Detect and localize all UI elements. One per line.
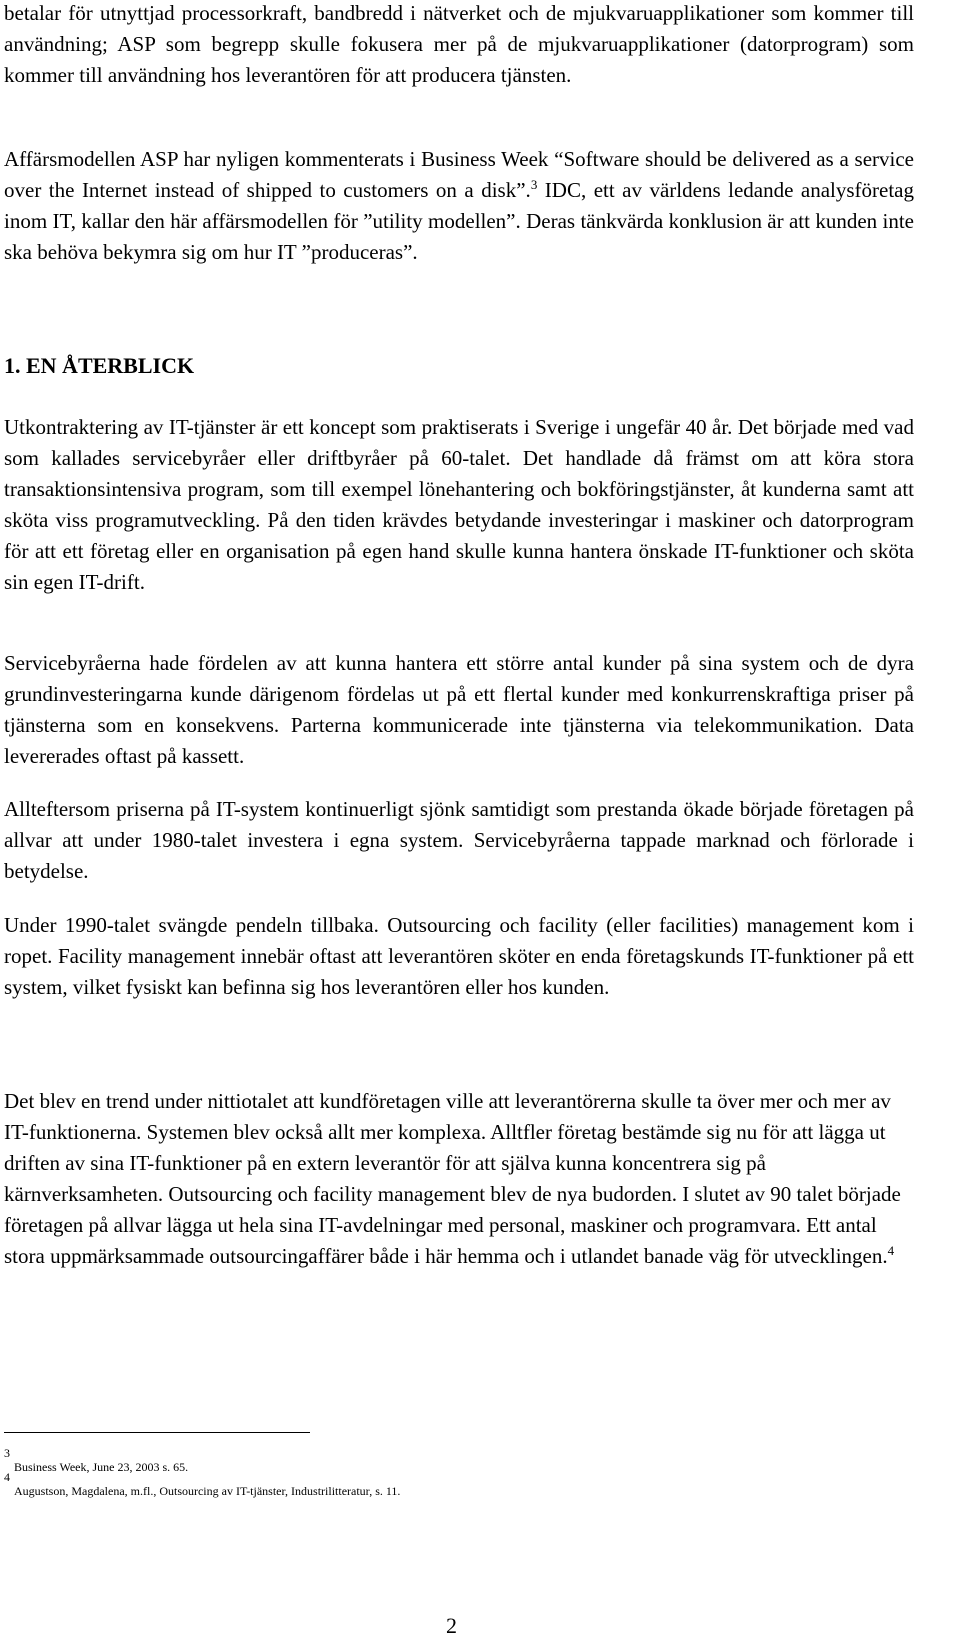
paragraph-trend [4,1086,914,1272]
footnote-reference-3[interactable]: 3 [530,177,538,192]
footnote-text: Business Week, June 23, 2003 s. 65. [14,1460,189,1474]
page-number: 2 [446,1613,457,1638]
footnote-text: Augustson, Magdalena, m.fl., Outsourcing av IT-tjänster, Industrilitteratur, s. 11. [14,1484,401,1498]
paragraph-1990s [4,910,914,1003]
footnote-number: 3 [4,1446,10,1460]
paragraph-text: betalar för utnyttjad processorkraft, bandbredd i nätverket och de mjukvaruapplikationer som kommer till användning; ASP som begrepp skulle fokusera mer på de mjukvaruapplikationer (datorprogram) som kommer till användning hos leverantören för att producera tjänsten. [4,1,914,87]
paragraph-text: Det blev en trend under nittiotalet att kundföretagen ville att leverantörerna skulle ta över mer och mer av IT-funktionerna. Systemen blev också allt mer komplexa. Alltfler företag bestämde sig nu för att lägga ut driften av sina IT-funktioner på en extern leverantör för att själva kunna koncentrera sig på kärnverksamheten. Outsourcing och facility management blev de nya budorden. I slutet av 90 talet började företagen på allvar lägga ut hela sina IT-avdelningar med personal, maskiner och programvara. Ett antal stora uppmärksammade outsourcingaffärer både i här hemma och i utlandet banade väg för utvecklingen. [4,1089,901,1268]
paragraph-asp-intro [4,0,914,91]
paragraph-1980s [4,794,914,887]
paragraph-outsourcing-history [4,412,914,598]
footnote-number: 4 [4,1470,10,1484]
footnote-separator [4,1432,310,1433]
paragraph-text: Allteftersom priserna på IT-system kontinuerligt sjönk samtidigt som prestanda ökade började företagen på allvar att under 1980-talet investera i egna system. Servicebyråerna tappade marknad och förlorade i betydelse. [4,797,914,883]
paragraph-text: IDC, ett av världens ledande analysföretag inom IT, kallar den här affärsmodellen för ”utility modellen”. Deras tänkvärda konklusion är att kunden inte ska behöva bekymra sig om hur IT ”produceras”. [4,178,914,264]
paragraph-text: Under 1990-talet svängde pendeln tillbaka. Outsourcing och facility (eller facilities) management kom i ropet. Facility management innebär oftast att leverantören sköter en enda företagskunds IT-funktioner på ett system, vilket fysiskt kan befinna sig hos leverantören eller hos kunden. [4,913,914,999]
paragraph-service-bureaus [4,648,914,772]
paragraph-text: Servicebyråerna hade fördelen av att kunna hantera ett större antal kunder på sina system och de dyra grundinvesteringarna kunde därigenom fördelas ut på ett flertal kunder med konkurrenskraftiga priser på tjänsterna som en konsekvens. Parterna kommunicerade inte tjänsterna via telekommunikation. Data levererades oftast på kassett. [4,651,914,768]
paragraph-business-model [4,144,914,268]
paragraph-text: Utkontraktering av IT-tjänster är ett koncept som praktiserats i Sverige i ungefär 40 år. Det började med vad som kallades servicebyråer eller driftbyråer på 60-talet. Det handlade då främst om att köra stora transaktionsintensiva program, som till exempel lönehantering och bokföringstjänster, åt kunderna samt att sköta viss programutveckling. På den tiden krävdes betydande investeringar i maskiner och datorprogram för att ett företag eller en organisation på egen hand skulle kunna hantera önskade IT-funktioner och sköta sin egen IT-drift. [4,415,914,594]
footnote-reference-4[interactable]: 4 [887,1243,895,1258]
section-heading: 1. EN ÅTERBLICK [4,353,195,378]
paragraph-text: Affärsmodellen ASP har nyligen kommenterats i Business Week “Software should be delivered as a service over the Internet instead of shipped to customers on a disk”. [4,147,914,202]
